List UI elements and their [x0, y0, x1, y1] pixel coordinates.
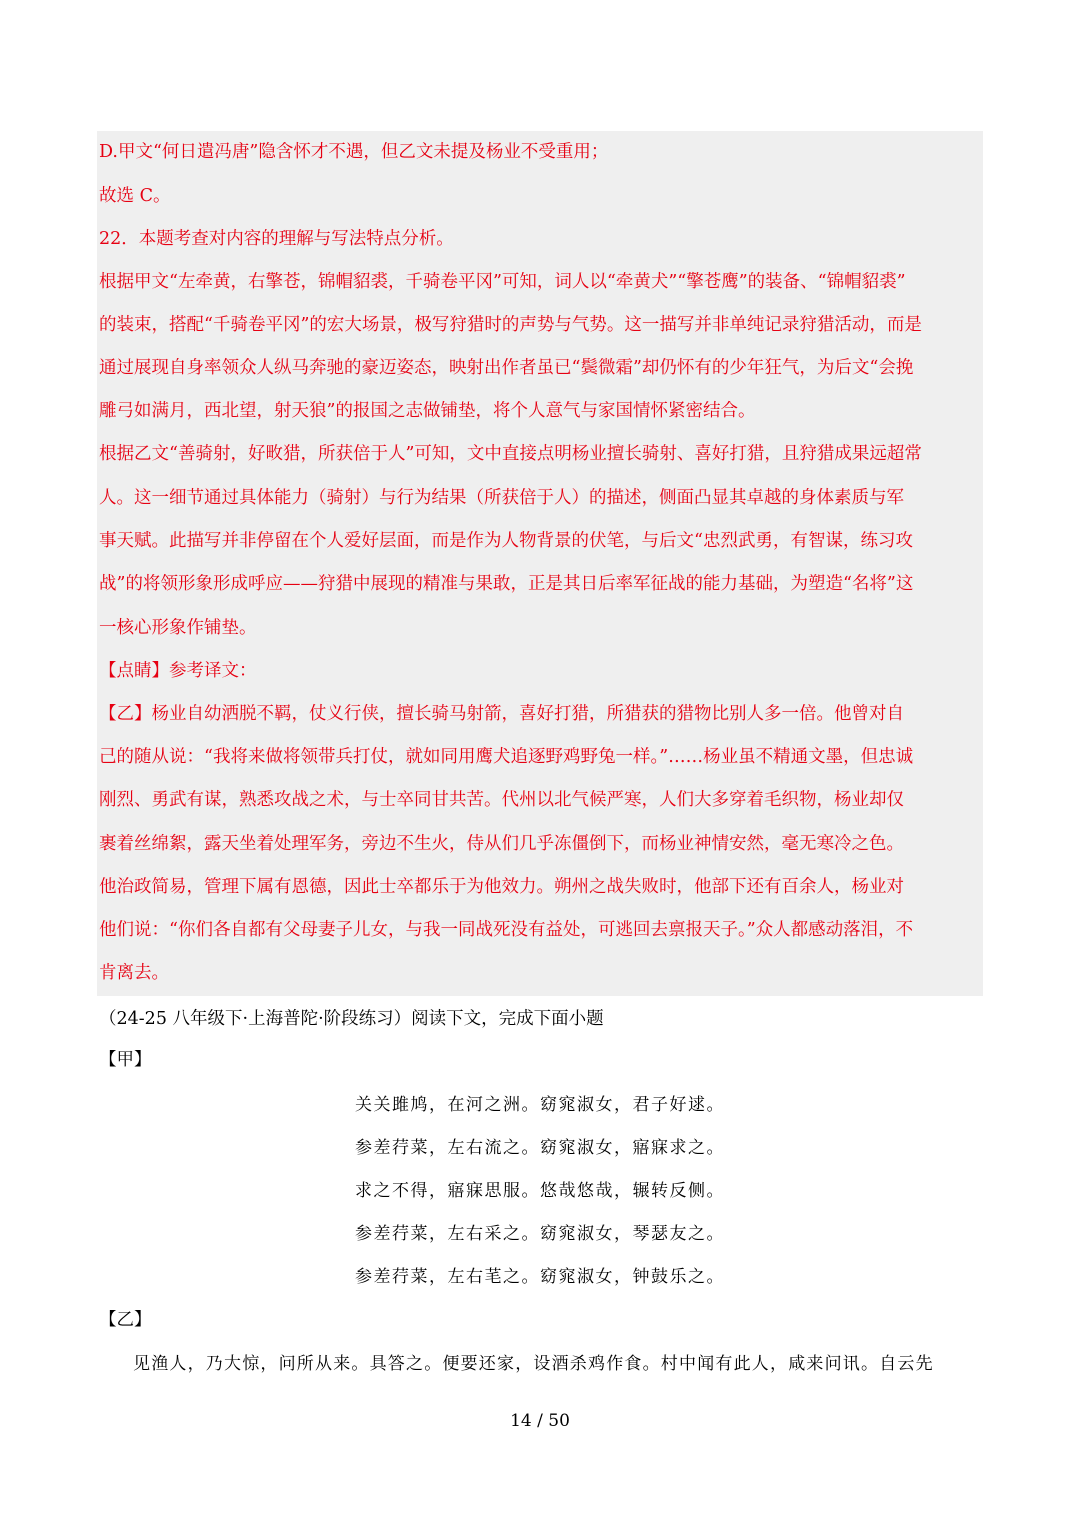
- answer-line: 【点睛】参考译文：: [99, 661, 257, 681]
- poem-line: 参差荇菜，左右采之。窈窕淑女，琴瑟友之。: [355, 1224, 725, 1244]
- answer-line: 事天赋。此描写并非停留在个人爱好层面，而是作为人物背景的伏笔，与后文“忠烈武勇，有智谋，练习攻: [99, 531, 913, 551]
- answer-line: 一核心形象作铺垫。: [99, 618, 257, 638]
- answer-line: 22．本题考查对内容的理解与写法特点分析。: [99, 229, 454, 249]
- answer-line: 肯离去。: [99, 963, 169, 983]
- poem-line: 关关雎鸠，在河之洲。窈窕淑女，君子好逑。: [355, 1095, 725, 1115]
- answer-line: 通过展现自身率领众人纵马奔驰的豪迈姿态，映射出作者虽已“鬓微霜”却仍怀有的少年狂气，为后文“会挽: [99, 358, 914, 378]
- poem-line: 求之不得，寤寐思服。悠哉悠哉，辗转反侧。: [355, 1181, 725, 1201]
- answer-line: 裹着丝绵絮，露天坐着处理军务，旁边不生火，侍从们几乎冻僵倒下，而杨业神情安然，毫无寒冷之色。: [99, 834, 904, 854]
- answer-line: 人。这一细节通过具体能力（骑射）与行为结果（所获倍于人）的描述，侧面凸显其卓越的身体素质与军: [99, 488, 904, 508]
- answer-line: 战”的将领形象形成呼应——狩猎中展现的精准与果敢，正是其日后率军征战的能力基础，为塑造“名将”这: [99, 574, 914, 594]
- poem-line: 参差荇菜，左右流之。窈窕淑女，寤寐求之。: [355, 1138, 725, 1158]
- answer-line: 他治政简易，管理下属有恩德，因此士卒都乐于为他效力。朔州之战失败时，他部下还有百余人，杨业对: [99, 877, 904, 897]
- answer-line: 【乙】杨业自幼洒脱不羁，仗义行侠，擅长骑马射箭，喜好打猎，所猎获的猎物比别人多一倍。他曾对自: [99, 704, 904, 724]
- answer-line: 刚烈、勇武有谋，熟悉攻战之术，与士卒同甘共苦。代州以北气候严寒，人们大多穿着毛织物，杨业却仅: [99, 790, 904, 810]
- answer-line: 根据乙文“善骑射，好畋猎，所获倍于人”可知，文中直接点明杨业擅长骑射、喜好打猎，且狩猎成果远超常: [99, 444, 922, 464]
- jia-label: 【甲】: [99, 1050, 152, 1070]
- answer-line: D.甲文“何日遣冯唐”隐含怀才不遇，但乙文未提及杨业不受重用；: [99, 142, 609, 162]
- answer-analysis-block: [97, 131, 983, 996]
- answer-line: 他们说：“你们各自都有父母妻子儿女，与我一同战死没有益处，可逃回去禀报天子。”众人都感动落泪，不: [99, 920, 914, 940]
- yi-label: 【乙】: [99, 1310, 152, 1330]
- answer-line: 故选 C。: [99, 186, 171, 206]
- answer-line: 己的随从说：“我将来做将领带兵打仗，就如同用鹰犬追逐野鸡野兔一样。”……杨业虽不精通文墨，但忠诚: [99, 747, 914, 767]
- poem-line: 参差荇菜，左右芼之。窈窕淑女，钟鼓乐之。: [355, 1267, 725, 1287]
- answer-line: 的装束，搭配“千骑卷平冈”的宏大场景，极写狩猎时的声势与气势。这一描写并非单纯记录狩猎活动，而是: [99, 315, 922, 335]
- answer-line: 雕弓如满月，西北望，射天狼”的报国之志做铺垫，将个人意气与家国情怀紧密结合。: [99, 401, 756, 421]
- answer-line: 根据甲文“左牵黄，右擎苍，锦帽貂裘，千骑卷平冈”可知，词人以“牵黄犬”“擎苍鹰”的装备、“锦帽貂裘”: [99, 272, 906, 292]
- yi-text-line: 见渔人，乃大惊，问所从来。具答之。便要还家，设酒杀鸡作食。村中闻有此人，咸来问讯。自云先: [133, 1354, 934, 1374]
- page-number: 14 / 50: [510, 1411, 570, 1431]
- question-source: （24-25 八年级下·上海普陀·阶段练习）阅读下文，完成下面小题: [99, 1009, 604, 1029]
